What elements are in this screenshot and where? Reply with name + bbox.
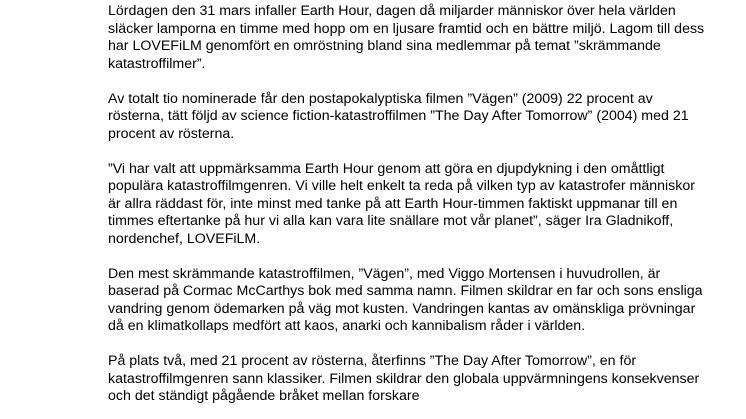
article-body	[108, 3, 708, 419]
paragraph-earth-hour-intro: Lördagen den 31 mars infaller Earth Hour, dagen då miljarder människor över hela världen släcker lamporna en timme med hopp om en ljusare framtid och en bättre miljö. Lagom till dess har LOVEFiLM genomfört en omröstning bland sina medlemmar på temat ”skrämmande katastroffilmer”.	[108, 3, 705, 72]
paragraph-poll-results: Av totalt tio nominerade får den postapokalyptiska filmen ”Vägen” (2009) 22 procent av rösterna, tätt följd av science fiction-katastroffilmen ”The Day After Tomorrow” (2004) med 21 procent av rösterna.	[108, 90, 689, 142]
paragraph-day-after-tomorrow: På plats två, med 21 procent av rösterna, återfinns ”The Day After Tomorrow”, en för katastroffilmgenren sann klassiker. Filmen skildrar den globala uppvärmningens konsekvenser och det ständigt pågående bråket mellan forskare	[108, 353, 700, 404]
paragraph-quote: ”Vi har valt att uppmärksamma Earth Hour genom att göra en djupdykning i den omåttligt populära katastroffilmgenren. Vi ville helt enkelt ta reda på vilken typ av katastrofer människor är allra räddast för, inte minst med tanke på att Earth Hour-timmen faktiskt uppmanar till en timmes eftertanke på hur vi alla kan vara lite snällare mot vår planet”, säger Ira Gladnikoff, nordenchef, LOVEFiLM.	[108, 160, 695, 247]
paragraph-vagen-description: Den mest skrämmande katastroffilmen, ”Vägen”, med Viggo Mortensen i huvudrollen, är baserad på Cormac McCarthys bok med samma namn. Filmen skildrar en far och sons ensliga vandring genom ödemarken på väg mot kusten. Vandringen kantas av omänskliga prövningar då en klimatkollaps medfört att kaos, anarki och kannibalism råder i världen.	[108, 265, 703, 334]
